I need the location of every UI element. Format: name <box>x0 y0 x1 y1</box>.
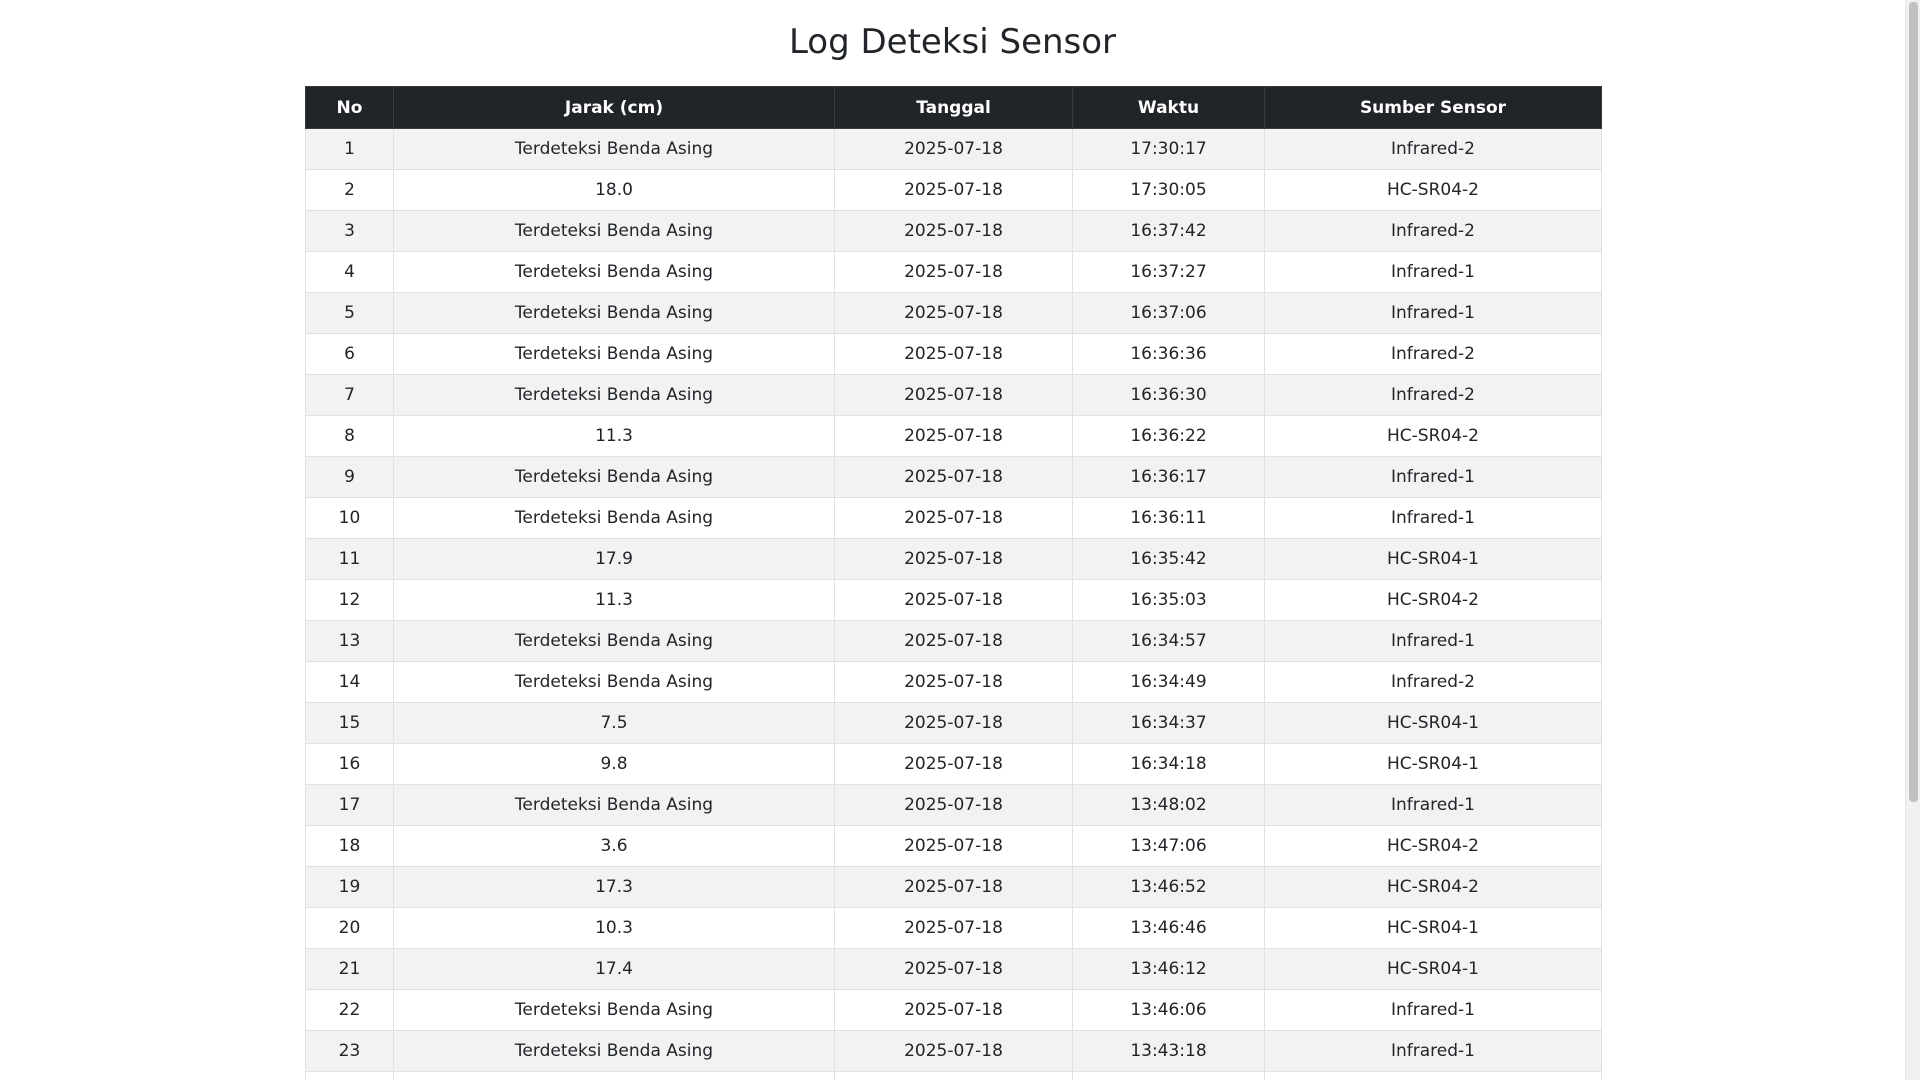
cell-tanggal: 2025-07-18 <box>835 457 1073 498</box>
table-row <box>306 990 1602 1031</box>
cell-waktu: 13:46:12 <box>1073 949 1265 990</box>
cell-no: 9 <box>306 457 394 498</box>
cell-jarak: 11.3 <box>394 580 835 621</box>
cell-waktu: 16:37:27 <box>1073 252 1265 293</box>
cell-jarak: 17.4 <box>394 949 835 990</box>
cell-jarak: 7.5 <box>394 703 835 744</box>
cell-tanggal: 2025-07-18 <box>835 621 1073 662</box>
cell-jarak: Terdeteksi Benda Asing <box>394 621 835 662</box>
table-row <box>306 785 1602 826</box>
cell-waktu: 16:36:30 <box>1073 375 1265 416</box>
cell-no: 16 <box>306 744 394 785</box>
cell-tanggal: 2025-07-18 <box>835 949 1073 990</box>
cell-waktu: 16:34:18 <box>1073 744 1265 785</box>
cell-no: 10 <box>306 498 394 539</box>
table-row <box>306 908 1602 949</box>
cell-no: 12 <box>306 580 394 621</box>
cell-no: 22 <box>306 990 394 1031</box>
cell-waktu: 13:46:06 <box>1073 990 1265 1031</box>
cell-jarak: 17.3 <box>394 867 835 908</box>
table-row <box>306 826 1602 867</box>
cell-no: 2 <box>306 170 394 211</box>
cell-sumber-sensor: HC-SR04-1 <box>1265 908 1602 949</box>
cell-sumber-sensor: HC-SR04-2 <box>1265 170 1602 211</box>
cell-waktu: 13:47:06 <box>1073 826 1265 867</box>
cell-tanggal: 2025-07-18 <box>835 334 1073 375</box>
cell-sumber-sensor: Infrared-1 <box>1265 293 1602 334</box>
cell-sumber-sensor: HC-SR04-1 <box>1265 744 1602 785</box>
cell-jarak: Terdeteksi Benda Asing <box>394 211 835 252</box>
cell-waktu: 16:34:49 <box>1073 662 1265 703</box>
cell-waktu: 13:46:46 <box>1073 908 1265 949</box>
cell-jarak: Terdeteksi Benda Asing <box>394 375 835 416</box>
cell-sumber-sensor <box>1265 1072 1602 1080</box>
cell-no: 13 <box>306 621 394 662</box>
cell-jarak: Terdeteksi Benda Asing <box>394 990 835 1031</box>
cell-sumber-sensor: Infrared-2 <box>1265 375 1602 416</box>
cell-tanggal: 2025-07-18 <box>835 580 1073 621</box>
header-row <box>306 87 1602 129</box>
cell-jarak: 17.9 <box>394 539 835 580</box>
cell-waktu: 13:46:52 <box>1073 867 1265 908</box>
cell-no: 14 <box>306 662 394 703</box>
cell-no: 15 <box>306 703 394 744</box>
cell-tanggal: 2025-07-18 <box>835 539 1073 580</box>
cell-tanggal: 2025-07-18 <box>835 293 1073 334</box>
cell-jarak: Terdeteksi Benda Asing <box>394 1031 835 1072</box>
table-row <box>306 457 1602 498</box>
cell-no: 21 <box>306 949 394 990</box>
table-row <box>306 703 1602 744</box>
table-row <box>306 252 1602 293</box>
cell-tanggal: 2025-07-18 <box>835 785 1073 826</box>
table-body <box>306 129 1602 1080</box>
cell-no: 4 <box>306 252 394 293</box>
cell-jarak: 11.3 <box>394 416 835 457</box>
cell-no: 8 <box>306 416 394 457</box>
cell-sumber-sensor: HC-SR04-1 <box>1265 539 1602 580</box>
cell-no: 5 <box>306 293 394 334</box>
cell-tanggal: 2025-07-18 <box>835 1031 1073 1072</box>
cell-tanggal: 2025-07-18 <box>835 498 1073 539</box>
cell-no: 19 <box>306 867 394 908</box>
table-row <box>306 334 1602 375</box>
cell-sumber-sensor: Infrared-2 <box>1265 334 1602 375</box>
table-row <box>306 416 1602 457</box>
scrollbar-thumb[interactable] <box>1909 2 1918 802</box>
cell-no: 18 <box>306 826 394 867</box>
cell-no: 7 <box>306 375 394 416</box>
cell-waktu: 17:30:05 <box>1073 170 1265 211</box>
cell-jarak: Terdeteksi Benda Asing <box>394 252 835 293</box>
cell-waktu: 13:43:18 <box>1073 1031 1265 1072</box>
cell-tanggal: 2025-07-18 <box>835 129 1073 170</box>
page-title: Log Deteksi Sensor <box>788 22 1117 62</box>
cell-waktu: 13:48:02 <box>1073 785 1265 826</box>
cell-sumber-sensor: Infrared-1 <box>1265 252 1602 293</box>
table-row <box>306 949 1602 990</box>
cell-sumber-sensor: Infrared-1 <box>1265 498 1602 539</box>
cell-jarak: Terdeteksi Benda Asing <box>394 498 835 539</box>
cell-sumber-sensor: HC-SR04-2 <box>1265 867 1602 908</box>
cell-waktu: 16:36:17 <box>1073 457 1265 498</box>
cell-sumber-sensor: Infrared-1 <box>1265 621 1602 662</box>
cell-jarak: Terdeteksi Benda Asing <box>394 662 835 703</box>
cell-sumber-sensor: Infrared-2 <box>1265 129 1602 170</box>
cell-tanggal: 2025-07-18 <box>835 252 1073 293</box>
cell-jarak: Terdeteksi Benda Asing <box>394 785 835 826</box>
cell-jarak: 3.6 <box>394 826 835 867</box>
cell-tanggal: 2025-07-18 <box>835 703 1073 744</box>
cell-tanggal: 2025-07-18 <box>835 826 1073 867</box>
cell-no: 20 <box>306 908 394 949</box>
table-row <box>306 662 1602 703</box>
cell-no: 11 <box>306 539 394 580</box>
cell-tanggal: 2025-07-18 <box>835 662 1073 703</box>
table-header <box>306 87 1602 129</box>
cell-waktu: 16:37:06 <box>1073 293 1265 334</box>
table-row <box>306 211 1602 252</box>
table-row <box>306 580 1602 621</box>
cell-jarak: 18.0 <box>394 170 835 211</box>
cell-no: 23 <box>306 1031 394 1072</box>
cell-waktu: 16:37:42 <box>1073 211 1265 252</box>
table-row <box>306 1072 1602 1080</box>
cell-sumber-sensor: HC-SR04-2 <box>1265 580 1602 621</box>
column-header-no: No <box>306 87 394 129</box>
cell-sumber-sensor: Infrared-2 <box>1265 211 1602 252</box>
cell-no <box>306 1072 394 1080</box>
cell-sumber-sensor: Infrared-1 <box>1265 1031 1602 1072</box>
cell-waktu: 16:35:42 <box>1073 539 1265 580</box>
cell-no: 6 <box>306 334 394 375</box>
column-header-jarak: Jarak (cm) <box>394 87 835 129</box>
cell-no: 17 <box>306 785 394 826</box>
cell-sumber-sensor: Infrared-1 <box>1265 990 1602 1031</box>
cell-sumber-sensor: Infrared-2 <box>1265 662 1602 703</box>
cell-jarak <box>394 1072 835 1080</box>
cell-tanggal: 2025-07-18 <box>835 867 1073 908</box>
table-row <box>306 867 1602 908</box>
cell-waktu: 16:34:37 <box>1073 703 1265 744</box>
cell-jarak: Terdeteksi Benda Asing <box>394 334 835 375</box>
cell-tanggal: 2025-07-18 <box>835 744 1073 785</box>
cell-tanggal: 2025-07-18 <box>835 211 1073 252</box>
table-row <box>306 1031 1602 1072</box>
vertical-scrollbar[interactable] <box>1905 0 1920 1080</box>
cell-jarak: 10.3 <box>394 908 835 949</box>
cell-tanggal <box>835 1072 1073 1080</box>
cell-jarak: Terdeteksi Benda Asing <box>394 293 835 334</box>
table-row <box>306 498 1602 539</box>
cell-waktu: 16:36:22 <box>1073 416 1265 457</box>
cell-jarak: Terdeteksi Benda Asing <box>394 457 835 498</box>
cell-sumber-sensor: HC-SR04-2 <box>1265 416 1602 457</box>
cell-sumber-sensor: Infrared-1 <box>1265 785 1602 826</box>
table-row <box>306 293 1602 334</box>
cell-no: 3 <box>306 211 394 252</box>
cell-sumber-sensor: HC-SR04-2 <box>1265 826 1602 867</box>
cell-tanggal: 2025-07-18 <box>835 416 1073 457</box>
cell-tanggal: 2025-07-18 <box>835 990 1073 1031</box>
cell-waktu: 16:35:03 <box>1073 580 1265 621</box>
cell-tanggal: 2025-07-18 <box>835 170 1073 211</box>
table-row <box>306 744 1602 785</box>
cell-waktu: 16:36:36 <box>1073 334 1265 375</box>
cell-no: 1 <box>306 129 394 170</box>
table-row <box>306 375 1602 416</box>
table-row <box>306 539 1602 580</box>
table-row <box>306 129 1602 170</box>
table-row <box>306 621 1602 662</box>
cell-waktu: 17:30:17 <box>1073 129 1265 170</box>
table-row <box>306 170 1602 211</box>
column-header-waktu: Waktu <box>1073 87 1265 129</box>
cell-jarak: Terdeteksi Benda Asing <box>394 129 835 170</box>
cell-waktu: 16:34:57 <box>1073 621 1265 662</box>
cell-waktu: 16:36:11 <box>1073 498 1265 539</box>
cell-sumber-sensor: HC-SR04-1 <box>1265 703 1602 744</box>
cell-jarak: 9.8 <box>394 744 835 785</box>
cell-sumber-sensor: Infrared-1 <box>1265 457 1602 498</box>
sensor-log-table <box>305 86 1602 1080</box>
cell-waktu <box>1073 1072 1265 1080</box>
cell-tanggal: 2025-07-18 <box>835 908 1073 949</box>
cell-sumber-sensor: HC-SR04-1 <box>1265 949 1602 990</box>
column-header-tanggal: Tanggal <box>835 87 1073 129</box>
column-header-sumber-sensor: Sumber Sensor <box>1265 87 1602 129</box>
cell-tanggal: 2025-07-18 <box>835 375 1073 416</box>
